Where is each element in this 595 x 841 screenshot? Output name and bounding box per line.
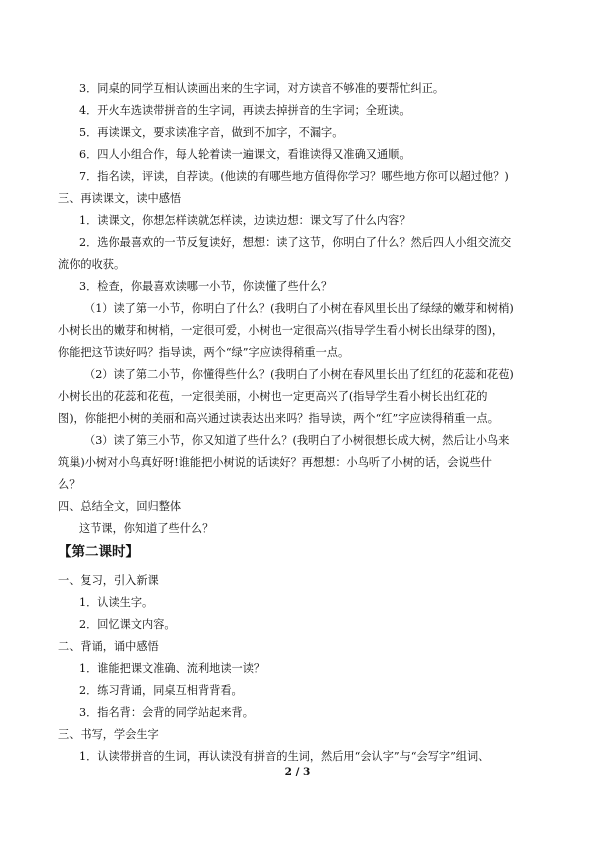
section-heading: 三、书写，学会生字 (58, 728, 159, 741)
text-line: 5．再读课文，要求读准字音，做到不加字，不漏字。 (79, 126, 344, 139)
text-line: 1．认读带拼音的生词，再认读没有拼音的生词，然后用“会认字”与“会写字”组词、 (79, 750, 490, 763)
text-line: 图)，你能把小树的美丽和高兴通过读表达出来吗？指导读，两个“红”字应读得稍重一点。 (58, 412, 499, 425)
text-line: 小树长出的花蕊和花苞，一定很美丽，小树也一定更高兴了(指导学生看小树长出红花的 (58, 390, 488, 403)
text-line: 你能把这节读好吗？指导读，两个“绿”字应读得稍重一点。 (58, 346, 350, 359)
text-line: 7．指名读，评读，自荐读。(他读的有哪些地方值得你学习？哪些地方你可以超过他？) (79, 170, 509, 183)
text-line: 2．选你最喜欢的一节反复读好，想想：读了这节，你明白了什么？然后四人小组交流交 (79, 236, 512, 249)
text-line: 小树长出的嫩芽和树梢，一定很可爱，小树也一定很高兴(指导学生看小树长出绿芽的图)， (58, 324, 504, 337)
text-line: 筑巢)小树对小鸟真好呀!谁能把小树说的话读好？再想想：小鸟听了小树的话，会说些什 (58, 456, 492, 469)
page-number: 2 / 3 (284, 766, 311, 778)
text-line: （1）读了第一小节，你明白了什么？(我明白了小树在春风里长出了绿绿的嫩芽和树梢) (84, 302, 514, 315)
text-line: 6．四人小组合作，每人轮着读一遍课文，看谁读得又准确又通顺。 (79, 148, 411, 161)
lesson-heading: 【第二课时】 (58, 544, 139, 560)
text-line: 流你的收获。 (58, 258, 126, 271)
text-line: 2．回忆课文内容。 (79, 618, 176, 631)
section-heading: 三、再读课文，读中感悟 (58, 192, 182, 205)
section-heading: 四、总结全文，回归整体 (58, 500, 182, 513)
text-line: 2．练习背诵，同桌互相背背看。 (79, 684, 243, 697)
text-line: 1．认读生字。 (79, 596, 154, 609)
text-line: 3．指名背：会背的同学站起来背。 (79, 706, 254, 719)
text-line: 这节课，你知道了些什么？ (79, 522, 214, 535)
text-line: 3．检查，你最喜欢读哪一小节，你读懂了些什么？ (79, 280, 333, 293)
text-line: 么？ (58, 478, 81, 491)
text-line: 3．同桌的同学互相认读画出来的生字词，对方读音不够准的要帮忙纠正。 (79, 82, 445, 95)
text-line: 4．开火车选读带拼音的生字词，再读去掉拼音的生字词；全班读。 (79, 104, 411, 117)
text-line: （2）读了第二小节，你懂得些什么？(我明白了小树在春风里长出了红红的花蕊和花苞) (84, 368, 514, 381)
text-line: （3）读了第三小节，你又知道了些什么？(我明白了小树很想长成大树，然后让小鸟来 (84, 434, 510, 447)
text-line: 1．读课文，你想怎样读就怎样读，边读边想：课文写了什么内容？ (79, 214, 411, 227)
text-line: 1．谁能把课文准确、流利地读一读？ (79, 662, 266, 675)
section-heading: 二、背诵，诵中感悟 (58, 640, 159, 653)
section-heading: 一、复习，引入新课 (58, 574, 159, 587)
